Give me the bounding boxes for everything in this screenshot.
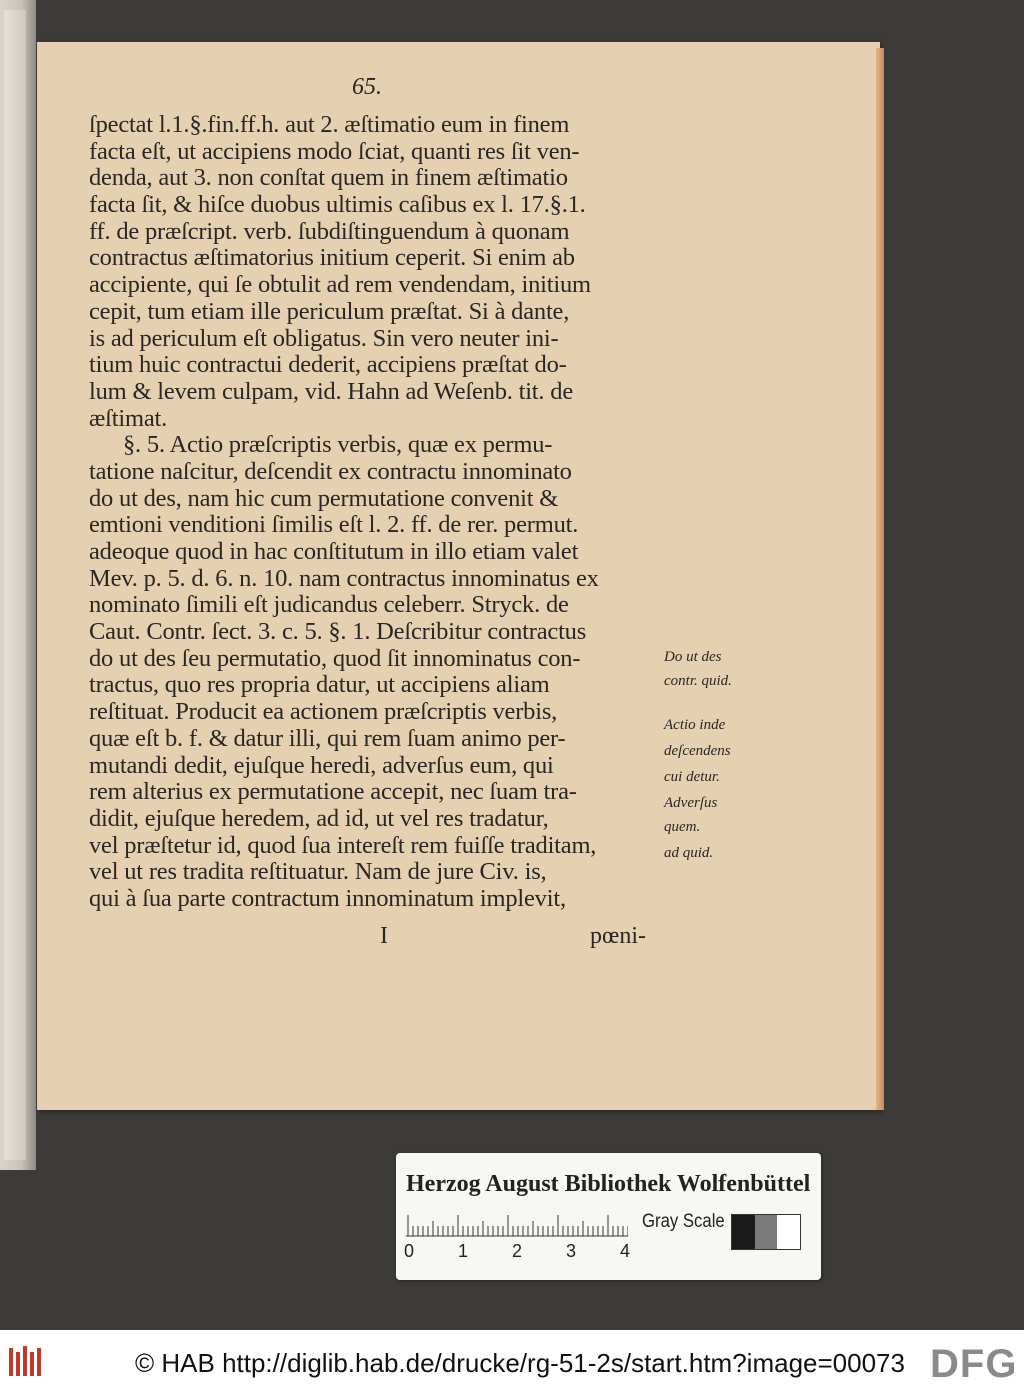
ruler-number: 4 [620,1241,631,1261]
text-line: reſtituat. Producit ea actionem præſcriptis verbis, [89,698,558,726]
text-line: vel ut res tradita reſtituatur. Nam de jure Civ. is, [89,858,547,886]
ruler-number: 1 [458,1241,469,1261]
margin-note: Actio inde [664,717,726,733]
margin-note: ad quid. [664,845,714,861]
ruler-number: 0 [404,1241,415,1261]
hab-logo-icon [8,1344,44,1380]
text-line: Mev. p. 5. d. 6. n. 10. nam contractus innominatus ex [89,564,599,592]
ruler-number: 2 [512,1241,523,1261]
text-line: vel præſtetur id, quod ſua intereſt rem fuiſſe traditam, [89,831,597,859]
signature-mark: I [380,923,388,949]
text-line: Caut. Contr. ſect. 3. c. 5. §. 1. Deſcribitur contractus [89,618,587,646]
margin-note: Do ut des [664,649,722,665]
text-line: quæ eſt b. f. & datur illi, qui rem ſuam animo per- [89,724,566,752]
ruler-number: 3 [566,1241,577,1261]
text-line: nominato ſimili eſt judicandus celeberr. Stryck. de [89,591,569,619]
adjacent-page-surface [4,10,26,1160]
text-line: mutandi dedit, ejuſque heredi, adverſus eum, qui [89,751,554,779]
text-line: æſtimat. [89,404,168,432]
text-line: didit, ejuſque heredem, ad id, ut vel res tradatur, [89,804,549,832]
page-fore-edge [876,48,884,1110]
text-line: rem alterius ex permutatione accepit, nec ſuam tra- [89,778,577,806]
page-body-text [89,112,659,913]
adjacent-page-edge [0,0,36,1170]
text-line: qui à ſua parte contractum innominatum implevit, [89,884,566,912]
text-line: emtioni venditioni ſimilis eſt l. 2. ff. de rer. permut. [89,511,579,539]
text-line: ſpectat l.1.§.fin.ff.h. aut 2. æſtimatio eum in finem [89,111,570,138]
footer-copyright-url: © HAB http://diglib.hab.de/drucke/rg-51-2s/start.htm?image=00073 [135,1348,905,1378]
margin-note: contr. quid. [664,673,732,689]
text-line: adeoque quod in hac conſtitutum in illo etiam valet [89,538,579,565]
text-line: §. 5. Actio præſcriptis verbis, quæ ex permu- [123,431,553,459]
library-name: Herzog August Bibliothek Wolfenbüttel [406,1171,811,1197]
gray-scale-label: Gray Scale [642,1211,725,1232]
page-number: 65. [352,74,382,100]
margin-note: quem. [664,819,701,835]
dfg-logo: DFG [930,1342,1018,1386]
text-line: contractus æſtimatorius initium ceperit. Si enim ab [89,244,575,272]
swatch-black [732,1215,755,1249]
library-color-target-label [396,1153,821,1280]
gray-scale-swatches [731,1214,801,1250]
catchword: pœni- [590,923,646,949]
text-line: do ut des, nam hic cum permutatione convenit & [89,484,559,512]
text-line: tium huic contractui dederit, accipiens præſtat do- [89,351,567,379]
swatch-gray [755,1215,778,1249]
ruler-scale [406,1211,628,1237]
text-line: facta eſt, ut accipiens modo ſciat, quanti res ſit ven- [89,137,580,165]
text-line: tatione naſcitur, deſcendit ex contractu innominato [89,457,572,485]
text-line: is ad periculum eſt obligatus. Sin vero neuter ini- [89,324,559,352]
text-line: tractus, quo res propria datur, ut accipiens aliam [89,671,550,699]
text-line: denda, aut 3. non conſtat quem in finem æſtimatio [89,164,568,192]
margin-note: deſcendens [664,743,731,759]
margin-note: Adverſus [664,795,718,811]
text-line: do ut des ſeu permutatio, quod ſit innominatus con- [89,644,581,672]
text-line: ff. de præſcript. verb. ſubdiſtinguendum à quonam [89,217,570,245]
margin-note: cui detur. [664,769,720,785]
text-line: cepit, tum etiam ille periculum præſtat. Si à dante, [89,297,570,325]
viewer-footer [0,1330,1024,1395]
text-line: accipiente, qui ſe obtulit ad rem vendendam, initium [89,271,591,299]
text-line: lum & levem culpam, vid. Hahn ad Weſenb. tit. de [89,377,573,405]
swatch-white [777,1215,800,1249]
text-line: facta ſit, & hiſce duobus ultimis caſibus ex l. 17.§.1. [89,191,586,219]
